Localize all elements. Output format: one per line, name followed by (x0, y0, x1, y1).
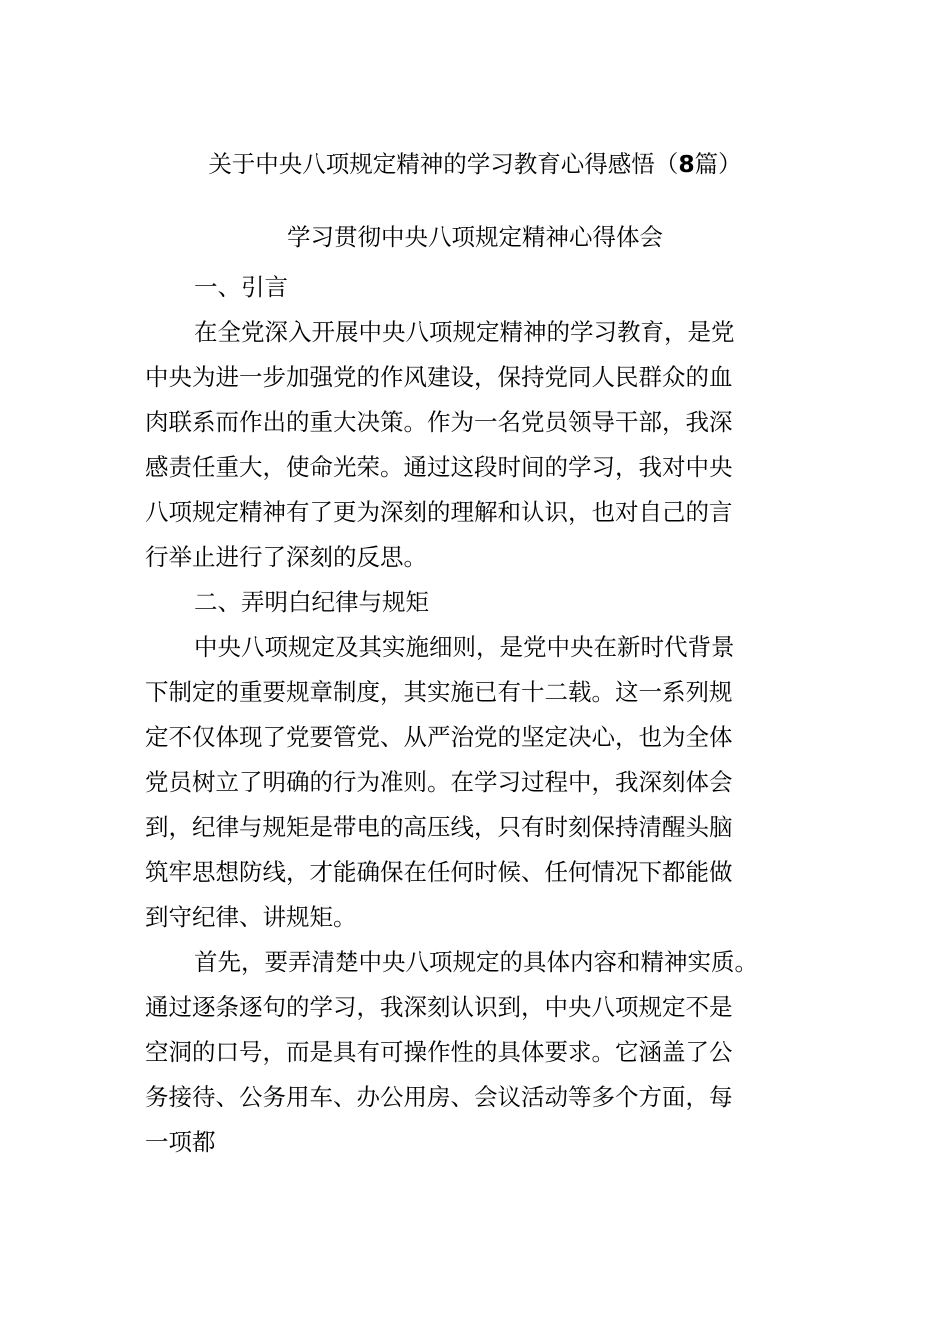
paragraph-line: 中央为进一步加强党的作风建设，保持党同人民群众的血 (145, 363, 733, 391)
paragraph-line: 务接待、公务用车、办公用房、会议活动等多个方面，每 (145, 1083, 733, 1111)
document-body (145, 265, 810, 1165)
paragraph-line: 首先，要弄清楚中央八项规定的具体内容和精神实质。 (194, 948, 758, 976)
paragraph-line: 到守纪律、讲规矩。 (145, 903, 357, 931)
document-title (0, 147, 950, 181)
paragraph-line: 筑牢思想防线，才能确保在任何时候、任何情况下都能做 (145, 858, 733, 886)
title-end-text: 篇） (694, 150, 742, 178)
paragraph-line: 在全党深入开展中央八项规定精神的学习教育，是党 (194, 318, 735, 346)
section-heading-introduction: 一、引言 (194, 273, 288, 301)
section-heading-discipline: 二、弄明白纪律与规矩 (194, 588, 429, 616)
paragraph-line: 下制定的重要规章制度，其实施已有十二载。这一系列规 (145, 678, 733, 706)
paragraph-line: 党员树立了明确的行为准则。在学习过程中，我深刻体会 (145, 768, 733, 796)
paragraph-line: 肉联系而作出的重大决策。作为一名党员领导干部，我深 (145, 408, 733, 436)
paragraph-line: 行举止进行了深刻的反思。 (145, 543, 427, 571)
paragraph-line: 一项都 (145, 1128, 216, 1156)
paragraph-line: 通过逐条逐句的学习，我深刻认识到，中央八项规定不是 (145, 993, 733, 1021)
document-subtitle: 学习贯彻中央八项规定精神心得体会 (287, 223, 663, 251)
title-main-text: 关于中央八项规定精神的学习教育心得感悟（ (208, 150, 679, 178)
paragraph-line: 到，纪律与规矩是带电的高压线，只有时刻保持清醒头脑 (145, 813, 733, 841)
paragraph-line: 中央八项规定及其实施细则，是党中央在新时代背景 (194, 633, 735, 661)
title-count-number: 8 (678, 150, 695, 178)
paragraph-line: 八项规定精神有了更为深刻的理解和认识，也对自己的言 (145, 498, 733, 526)
paragraph-line: 定不仅体现了党要管党、从严治党的坚定决心，也为全体 (145, 723, 733, 751)
paragraph-line: 空洞的口号，而是具有可操作性的具体要求。它涵盖了公 (145, 1038, 733, 1066)
paragraph-line: 感责任重大，使命光荣。通过这段时间的学习，我对中央 (145, 453, 733, 481)
